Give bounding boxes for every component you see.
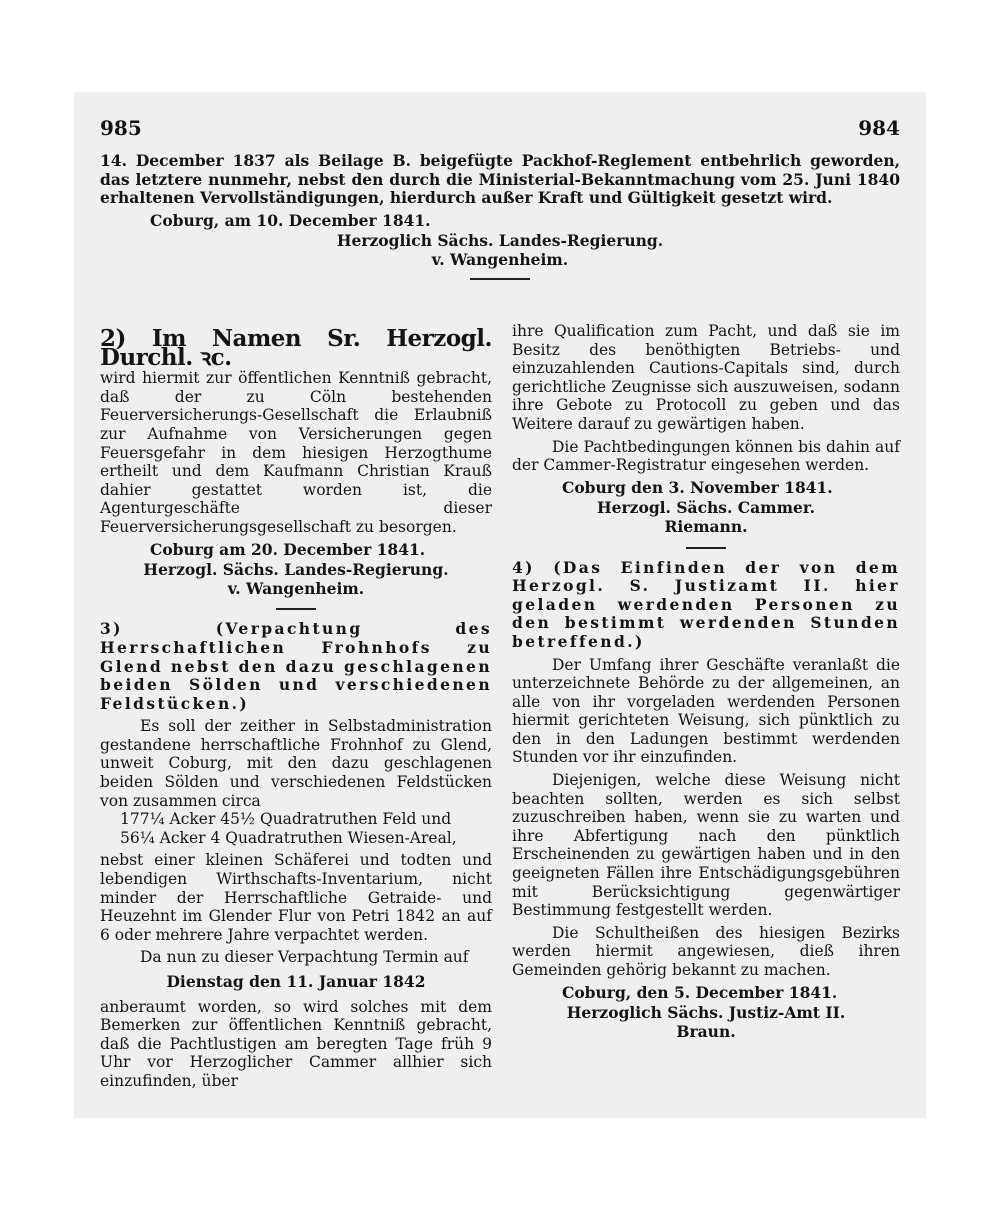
sec3-body4: anberaumt worden, so wird solches mit dem Bemerken zur öffentlichen Kenntniß gebracht, daß die Pachtlustigen am beregten Tage früh 9 Uhr vor Herzoglicher Cammer allhier sich einzufinden, über [100,997,492,1090]
sec3-cont: ihre Qualification zum Pacht, und daß sie im Besitz des benöthigten Betriebs- und einzuzahlenden Cautions-Capitals sind, durch gerichtliche Zeugnisse sich auszuweisen, sodann ihre Gebote zu Protocoll zu geben und das Weitere darauf zu gewärtigen haben. [512,322,900,433]
sec3-body2: nebst einer kleinen Schäferei und todten und lebendigen Wirthschafts-Inventarium, nicht minder der Herrschaftliche Getraide- und Heuzehnt im Glender Flur von Petri 1842 an auf 6 oder mehrere Jahre verpachtet werden. [100,851,492,944]
sec2-date: Coburg am 20. December 1841. [150,539,426,559]
divider [686,547,726,549]
right-column [512,322,900,1041]
intro-block [100,152,900,288]
sec3-cont2: Die Pachtbedingungen können bis dahin auf der Cammer-Registratur eingesehen werden. [512,437,900,475]
sec3-signer: Riemann. [664,516,748,536]
divider [470,278,530,280]
intro-text: 14. December 1837 als Beilage B. beigefügte Packhof-Reglement entbehrlich geworden, das letztere nunmehr, nebst den durch die Ministerial-Bekanntmachung vom 25. Juni 1840 erhaltenen Vervollständigungen, hierdurch außer Kraft und Gültigkeit gesetzt wird. [100,151,900,208]
sec2-signer: v. Wangenheim. [227,578,365,598]
page-number-right: 984 [858,116,900,140]
sec4-authority: Herzoglich Sächs. Justiz-Amt II. [566,1003,846,1023]
sec4-body2: Diejenigen, welche diese Weisung nicht beachten sollten, werden es sich selbst zuzuschreiben haben, wenn sie zu warten und ihre Abfertigung nach den pünktlich Erscheinenden zu gewärtigen haben und in den geeigneten Fällen ihre Entschädigungsgebühren mit Berücksichtigung gegenwärtiger Bestimmung festgestellt werden. [512,771,900,920]
intro-authority: Herzoglich Sächs. Landes-Regierung. [336,231,664,251]
sec3-body1: Es soll der zeither in Selbstadministration gestandene herrschaftliche Frohnhof zu Glend, unweit Coburg, mit den dazu geschlagenen beiden Sölden und verschiedenen Feldstücken von zusammen circa [100,717,492,810]
page-number-left: 985 [100,116,142,140]
sec3-body3: Da nun zu dieser Verpachtung Termin auf [140,948,469,967]
sec2-authority: Herzogl. Sächs. Landes-Regierung. [143,560,449,580]
sec4-body1: Der Umfang ihrer Geschäfte veranlaßt die unterzeichnete Behörde zu der allgemeinen, an alle von ihr vorgeladen werdenden Personen hiermit gerichteten Weisung, sich pünktlich zu den in den Ladungen bestimmt werdenden Stunden vor ihr einzufinden. [512,655,900,767]
sec3-authority: Herzogl. Sächs. Cammer. [597,498,815,518]
divider [276,608,316,610]
sec4-signer: Braun. [676,1021,736,1041]
sec3-termin: Dienstag den 11. Januar 1842 [166,972,426,991]
sec3-area2: 56¼ Acker 4 Quadratruthen Wiesen-Areal, [120,828,457,847]
intro-date: Coburg, am 10. December 1841. [150,210,431,230]
left-column [100,322,492,1091]
sec4-body3: Die Schultheißen des hiesigen Bezirks werden hiermit angewiesen, dieß ihren Gemeinden gehörig bekannt zu machen. [512,923,900,979]
sec3-area1: 177¼ Acker 45½ Quadratruthen Feld und [120,810,452,829]
scanned-page [74,92,926,1118]
sec4-heading: 4) (Das Einfinden der von dem Herzogl. S. Justizamt II. hier geladen werdenden Personen zu den bestimmt werdenden Stunden betreffend.) [512,557,900,651]
sec3-heading: 3) (Verpachtung des Herrschaftlichen Frohnhofs zu Glend nebst den dazu geschlagenen beiden Sölden und verschiedenen Feldstücken.) [100,619,492,713]
sec2-body: wird hiermit zur öffentlichen Kenntniß gebracht, daß der zu Cöln bestehenden Feuerversicherungs-Gesellschaft die Erlaubniß zur Aufnahme von Versicherungen gegen Feuersgefahr in dem hiesigen Herzogthume ertheilt und dem Kaufmann Christian Krauß dahier gestattet worden ist, die Agenturgeschäfte dieser Feuerversicherungsgesellschaft zu besorgen. [100,369,492,536]
intro-signer: v. Wangenheim. [431,249,569,269]
sec3-date: Coburg den 3. November 1841. [562,477,833,497]
sec4-date: Coburg, den 5. December 1841. [562,982,838,1002]
sec2-heading: 2) Im Namen Sr. Herzogl. Durchl. ꝛc. [100,325,492,371]
